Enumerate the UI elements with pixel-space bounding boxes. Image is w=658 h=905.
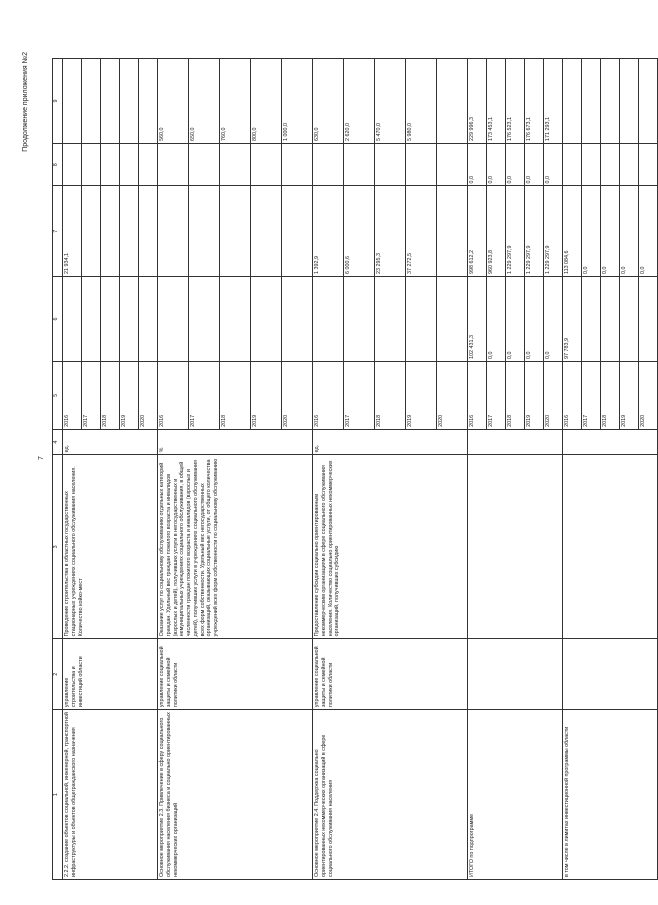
value-cell-c7: 1 229 297,9: [525, 186, 544, 277]
column-header: 8: [53, 144, 63, 186]
value-cell-c7: 1 229 297,9: [506, 186, 525, 277]
value-cell-c7: 23 295,3: [375, 186, 406, 277]
value-cell-c6: 97 783,9: [563, 277, 582, 362]
value-cell-c6: [251, 277, 282, 362]
value-cell-c6: 102 431,3: [468, 277, 487, 362]
block-cell-c4: [563, 429, 658, 454]
block-cell-c4: ед.: [63, 429, 158, 454]
value-cell-c6: [582, 277, 601, 362]
value-cell-c6: [82, 277, 101, 362]
block-cell-c3: Предоставление субсидии социально ориентированным некоммерческим организациям в сфере социального обслуживания населения. Количество социально ориентированных некоммерческих организаций, получивших субсидию: [313, 455, 468, 639]
value-cell-c9: [601, 59, 620, 144]
column-header: 9: [53, 59, 63, 144]
year-cell: 2017: [487, 361, 506, 429]
value-cell-c7: [251, 186, 282, 277]
value-cell-c6: [437, 277, 468, 362]
value-cell-c7: [158, 186, 189, 277]
block-cell-c2: управление социальной защиты и семейной политики области: [158, 639, 313, 710]
block-cell-c3: Проведение строительства в областных государственных стационарных учреждениях социального обслуживания населения. Количество койко-мест: [63, 455, 158, 639]
value-cell-c9: [120, 59, 139, 144]
value-cell-c7: [437, 186, 468, 277]
column-header: 1: [53, 710, 63, 880]
year-cell: 2016: [63, 361, 82, 429]
block-cell-c4: ед.: [313, 429, 468, 454]
block-cell-c1: Основное мероприятие 2.3. Привлечение в сферу социального обслуживания населения бизнеса и социально ориентированных некоммерческих организаций: [158, 710, 313, 880]
value-cell-c8: [344, 144, 375, 186]
block-cell-c1: Основное мероприятие 2.4. Поддержка социально ориентированных некоммерческих организаций в сфере социального обслуживания населения: [313, 710, 468, 880]
value-cell-c7: 37 272,5: [406, 186, 437, 277]
year-cell: 2018: [601, 361, 620, 429]
value-cell-c9: 1 000,0: [282, 59, 313, 144]
value-cell-c7: 21 934,1: [63, 186, 82, 277]
value-cell-c9: 171 293,1: [544, 59, 563, 144]
value-cell-c6: [620, 277, 639, 362]
block-cell-c2: [468, 639, 563, 710]
year-cell: 2017: [82, 361, 101, 429]
value-cell-c7: [189, 186, 220, 277]
table-row: [563, 59, 582, 880]
value-cell-c8: [82, 144, 101, 186]
value-cell-c6: [220, 277, 251, 362]
block-cell-c2: управление строительства и инвестиций области: [63, 639, 158, 710]
block-cell-c3: [563, 455, 658, 639]
value-cell-c9: 229 996,3: [468, 59, 487, 144]
value-cell-c9: [639, 59, 658, 144]
value-cell-c8: 0,0: [506, 144, 525, 186]
value-cell-c8: 0,0: [487, 144, 506, 186]
value-cell-c6: 0,0: [506, 277, 525, 362]
value-cell-c8: 0,0: [525, 144, 544, 186]
year-cell: 2019: [525, 361, 544, 429]
value-cell-c8: [639, 144, 658, 186]
block-cell-c1: ИТОГО по подпрограмме: [468, 710, 563, 880]
value-cell-c9: 630,0: [313, 59, 344, 144]
table-row: [63, 59, 82, 880]
value-cell-c7: [220, 186, 251, 277]
value-cell-c9: 2 620,0: [344, 59, 375, 144]
value-cell-c9: [437, 59, 468, 144]
value-cell-c7: [139, 186, 158, 277]
value-cell-c7: 6 000,6: [344, 186, 375, 277]
value-cell-c7: [120, 186, 139, 277]
block-cell-c3: Оказание услуг по социальному обслуживанию отдельных категорий граждан. Удельный вес граждан пожилого возраста и инвалидов (взрослых и детей), получивших услуги в негосударственных и немуниципальных учреждениях социального обслуживания, в общей численности граждан пожилого возраста и инвалидов (взрослых и детей), получивших услуги в учреждениях социального обслуживания всех форм собственности. Удельный вес негосударственных организаций, оказывающих социальные услуги, от общего количества учреждений всех форм собственности по социальному обслуживанию: [158, 455, 313, 639]
value-cell-c7: [101, 186, 120, 277]
year-cell: 2020: [437, 361, 468, 429]
value-cell-c9: 760,0: [220, 59, 251, 144]
value-cell-c6: 0,0: [487, 277, 506, 362]
value-cell-c7: 0,0: [639, 186, 658, 277]
value-cell-c6: [601, 277, 620, 362]
value-cell-c9: 650,0: [189, 59, 220, 144]
value-cell-c7: 960 923,8: [487, 186, 506, 277]
value-cell-c7: 998 612,2: [468, 186, 487, 277]
value-cell-c6: [120, 277, 139, 362]
value-cell-c8: [313, 144, 344, 186]
value-cell-c6: [639, 277, 658, 362]
value-cell-c8: [375, 144, 406, 186]
block-cell-c3: [468, 455, 563, 639]
rotated-page-content: [22, 50, 646, 880]
value-cell-c7: [282, 186, 313, 277]
value-cell-c7: 1 392,9: [313, 186, 344, 277]
column-header: 7: [53, 186, 63, 277]
year-cell: 2018: [220, 361, 251, 429]
value-cell-c9: 560,0: [158, 59, 189, 144]
value-cell-c8: [101, 144, 120, 186]
year-cell: 2020: [639, 361, 658, 429]
value-cell-c6: [139, 277, 158, 362]
value-cell-c9: 800,0: [251, 59, 282, 144]
value-cell-c6: [375, 277, 406, 362]
year-cell: 2020: [139, 361, 158, 429]
column-header: 2: [53, 639, 63, 710]
value-cell-c7: 1 229 297,9: [544, 186, 563, 277]
year-cell: 2017: [582, 361, 601, 429]
value-cell-c7: 0,0: [582, 186, 601, 277]
value-cell-c8: [220, 144, 251, 186]
value-cell-c6: [344, 277, 375, 362]
value-cell-c8: [251, 144, 282, 186]
year-cell: 2019: [251, 361, 282, 429]
value-cell-c6: 0,0: [544, 277, 563, 362]
block-cell-c2: управление социальной защиты и семейной политики области: [313, 639, 468, 710]
continuation-label: Продолжение приложения №2: [22, 52, 29, 152]
year-cell: 2016: [468, 361, 487, 429]
block-cell-c1: в том числе в лимитах инвестиционной программы области: [563, 710, 658, 880]
column-header: 5: [53, 361, 63, 429]
value-cell-c9: [139, 59, 158, 144]
year-cell: 2020: [544, 361, 563, 429]
block-cell-c4: %: [158, 429, 313, 454]
year-cell: 2018: [101, 361, 120, 429]
column-header: 6: [53, 277, 63, 362]
value-cell-c9: 176 673,1: [525, 59, 544, 144]
value-cell-c8: 0,0: [468, 144, 487, 186]
year-cell: 2020: [282, 361, 313, 429]
year-cell: 2016: [158, 361, 189, 429]
block-cell-c4: [468, 429, 563, 454]
value-cell-c8: [582, 144, 601, 186]
value-cell-c8: [282, 144, 313, 186]
value-cell-c9: [82, 59, 101, 144]
value-cell-c6: [313, 277, 344, 362]
value-cell-c7: 0,0: [620, 186, 639, 277]
value-cell-c7: [82, 186, 101, 277]
table-row: [313, 59, 344, 880]
year-cell: 2017: [344, 361, 375, 429]
value-cell-c8: [189, 144, 220, 186]
value-cell-c8: 0,0: [544, 144, 563, 186]
year-cell: 2017: [189, 361, 220, 429]
block-cell-c1: 2.2.2. создание объектов социальной, инженерной, транспортной инфраструктуры и объектов общегражданского назначения: [63, 710, 158, 880]
year-cell: 2018: [375, 361, 406, 429]
value-cell-c6: [101, 277, 120, 362]
program-table: [52, 58, 658, 880]
value-cell-c9: [620, 59, 639, 144]
value-cell-c7: 113 084,6: [563, 186, 582, 277]
table-row: [468, 59, 487, 880]
year-cell: 2016: [313, 361, 344, 429]
value-cell-c9: [582, 59, 601, 144]
block-cell-c2: [563, 639, 658, 710]
page-number: 7: [38, 456, 45, 460]
year-cell: 2019: [120, 361, 139, 429]
value-cell-c9: 5 470,0: [375, 59, 406, 144]
value-cell-c6: [282, 277, 313, 362]
value-cell-c6: [406, 277, 437, 362]
value-cell-c9: [101, 59, 120, 144]
value-cell-c9: [63, 59, 82, 144]
table-body: [63, 59, 658, 880]
column-number-row: [53, 59, 63, 880]
year-cell: 2019: [406, 361, 437, 429]
column-header: 4: [53, 429, 63, 454]
value-cell-c6: [158, 277, 189, 362]
value-cell-c8: [563, 144, 582, 186]
value-cell-c8: [63, 144, 82, 186]
value-cell-c8: [139, 144, 158, 186]
value-cell-c8: [601, 144, 620, 186]
value-cell-c9: 5 980,0: [406, 59, 437, 144]
value-cell-c8: [406, 144, 437, 186]
value-cell-c7: 0,0: [601, 186, 620, 277]
value-cell-c9: 173 453,1: [487, 59, 506, 144]
value-cell-c8: [120, 144, 139, 186]
value-cell-c8: [620, 144, 639, 186]
value-cell-c6: [63, 277, 82, 362]
value-cell-c9: [563, 59, 582, 144]
year-cell: 2018: [506, 361, 525, 429]
year-cell: 2019: [620, 361, 639, 429]
table-row: [158, 59, 189, 880]
value-cell-c8: [158, 144, 189, 186]
year-cell: 2016: [563, 361, 582, 429]
value-cell-c8: [437, 144, 468, 186]
column-header: 3: [53, 455, 63, 639]
value-cell-c6: 0,0: [525, 277, 544, 362]
value-cell-c6: [189, 277, 220, 362]
value-cell-c9: 176 523,1: [506, 59, 525, 144]
